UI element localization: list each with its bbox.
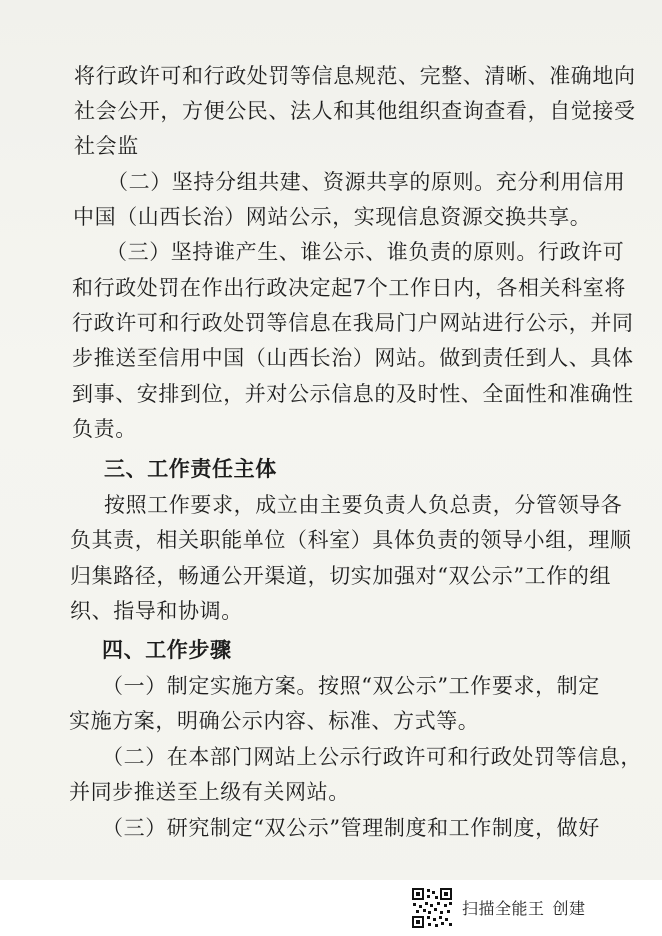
text-line: 步推送至信用中国（山西长治）网站。做到责任到人、具体 [72,346,634,370]
text-line: 归集路径，畅通公开渠道，切实加强对“双公示”工作的组 [70,564,612,588]
text-line: （二）在本部门网站上公示行政许可和行政处罚等信息， [102,745,642,769]
scanner-watermark [462,896,586,919]
text-line: 将行政许可和行政处罚等信息规范、完整、清晰、准确地向 [74,64,636,88]
text-line: 并同步推送至上级有关网站。 [69,780,350,804]
text-line: 和行政处罚在作出行政决定起7个工作日内，各相关科室将 [72,276,626,300]
text-line: 行政许可和行政处罚等信息在我局门户网站进行公示，并同 [72,311,634,335]
text-line: 社会监 [74,134,139,158]
text-line: 负责。 [72,417,137,441]
text-line: 到事、安排到位，并对公示信息的及时性、全面性和准确性 [72,382,634,406]
scanner-action: 创建 [552,899,586,918]
text-line: 按照工作要求，成立由主要负责人负总责，分管领导各 [104,493,623,517]
section-heading: 四、工作步骤 [102,637,232,662]
text-line: （三）坚持谁产生、谁公示、谁负责的原则。行政许可 [106,240,625,264]
text-line: 负其责，相关职能单位（科室）具体负责的领导小组，理顺 [70,528,632,552]
text-line: （一）制定实施方案。按照“双公示”工作要求，制定 [102,674,600,698]
text-line: （三）研究制定“双公示”管理制度和工作制度，做好 [102,816,600,840]
text-line: 织、指导和协调。 [70,599,243,623]
scanner-app-name: 扫描全能王 [462,899,545,918]
text-line: 中国（山西长治）网站公示，实现信息资源交换共享。 [73,205,592,229]
text-line: （二）坚持分组共建、资源共享的原则。充分利用信用 [107,170,626,194]
text-line: 社会公开，方便公民、法人和其他组织查询查看，自觉接受 [74,99,636,123]
section-heading: 三、工作责任主体 [104,456,277,481]
qr-code [411,887,453,929]
text-line: 实施方案，明确公示内容、标准、方式等。 [69,709,480,733]
